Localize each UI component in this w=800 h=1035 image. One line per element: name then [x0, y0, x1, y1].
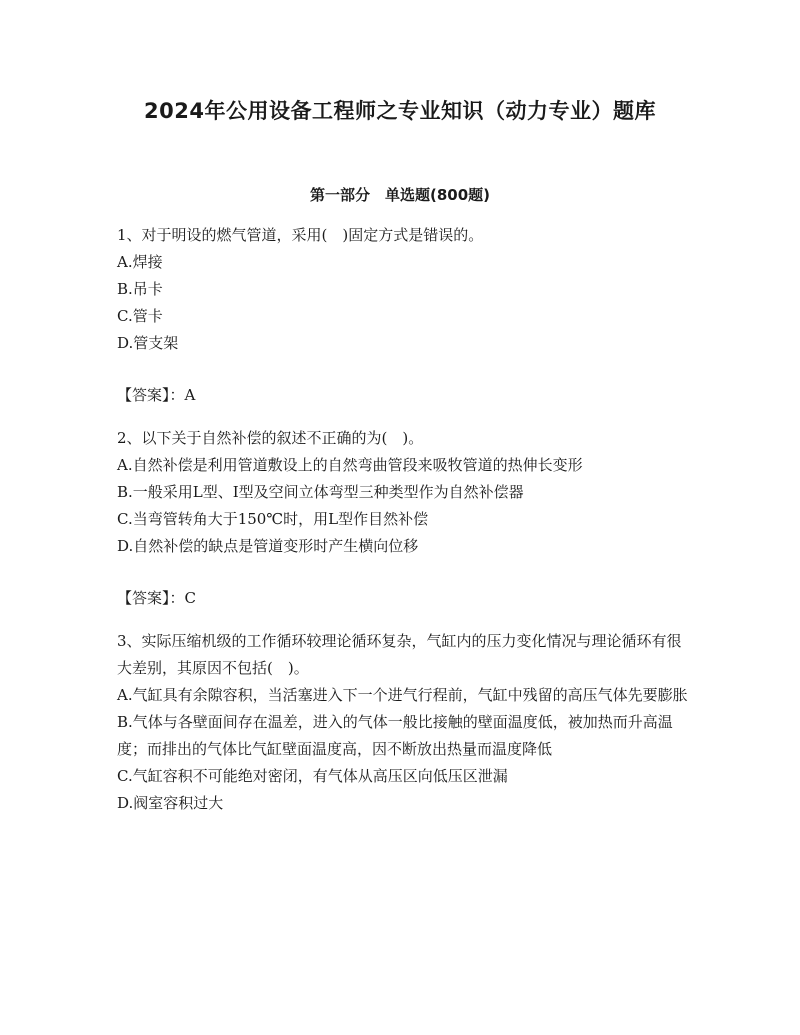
- option-a: A.焊接: [117, 253, 163, 271]
- option-c: C.管卡: [117, 307, 163, 325]
- question-stem: 1、对于明设的燃气管道，采用( )固定方式是错误的。: [117, 226, 484, 244]
- option-c: C.气缸容积不可能绝对密闭，有气体从高压区向低压区泄漏: [117, 767, 508, 785]
- answer-line: 【答案】：C: [117, 589, 196, 607]
- option-b: B.一般采用L型、Ⅰ型及空间立体弯型三种类型作为自然补偿器: [117, 483, 524, 501]
- option-d: D.自然补偿的缺点是管道变形时产生横向位移: [117, 537, 419, 555]
- answer-line: 【答案】：A: [117, 386, 196, 404]
- option-a: A.气缸具有余隙容积，当活塞进入下一个进气行程前，气缸中残留的高压气体先要膨胀: [117, 686, 688, 704]
- question-3: [117, 628, 692, 817]
- document-title: 2024年公用设备工程师之专业知识（动力专业）题库: [144, 99, 656, 123]
- option-b: B.吊卡: [117, 280, 163, 298]
- question-list: [117, 222, 692, 817]
- option-c: C.当弯管转角大于150℃时，用L型作目然补偿: [117, 510, 429, 528]
- option-d: D.阀室容积过大: [117, 794, 224, 812]
- question-stem: 2、以下关于自然补偿的叙述不正确的为( )。: [117, 429, 424, 447]
- question-stem: 3、实际压缩机级的工作循环较理论循环复杂，气缸内的压力变化情况与理论循环有很大差别，其原因不包括( )。: [117, 632, 682, 677]
- option-b: B.气体与各壁面间存在温差，进入的气体一般比接触的壁面温度低，被加热而升高温度；而排出的气体比气缸壁面温度高，因不断放出热量而温度降低: [117, 713, 673, 758]
- section-heading: 第一部分 单选题(800题): [309, 186, 491, 204]
- option-d: D.管支架: [117, 334, 179, 352]
- question-1: [117, 222, 692, 409]
- question-2: [117, 425, 692, 612]
- option-a: A.自然补偿是利用管道敷设上的自然弯曲管段来吸牧管道的热伸长变形: [117, 456, 583, 474]
